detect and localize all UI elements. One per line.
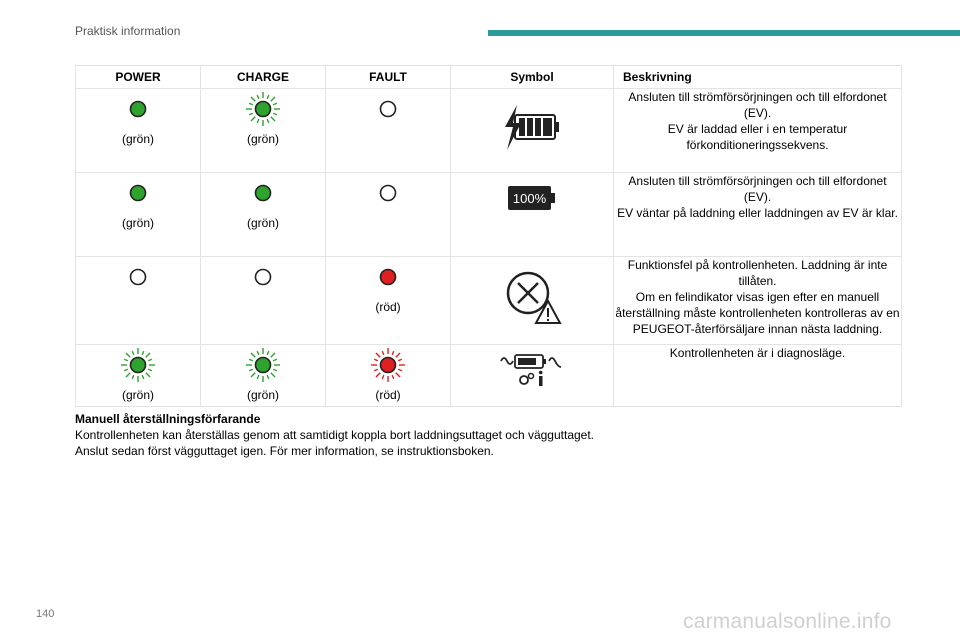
fault-cell [326,345,451,407]
led-on-icon [118,173,158,213]
plug-battery-charging-icon [502,103,562,153]
column-header-symbol: Symbol [451,66,614,89]
led-slot [201,257,325,297]
description-text: Kontrollenheten är i diagnosläge. [669,346,846,360]
table-row [76,173,902,257]
led-ray [146,353,150,357]
led-ray [382,375,384,379]
led-color-label: (grön) [121,216,154,230]
led-ray [148,369,152,371]
led-ray [126,373,130,377]
led-ray [257,351,259,355]
led-ray [249,359,253,361]
power-cell [76,345,201,407]
reset-procedure [75,411,594,459]
column-header-power: POWER [76,66,201,89]
charge-cell [201,345,326,407]
table-row [76,345,902,407]
led-slot [326,257,450,297]
column-header-fault: FAULT [326,66,451,89]
led-ray [271,97,275,101]
led-ray [376,353,380,357]
led-ray [251,373,255,377]
led-color-label: (grön) [246,132,279,146]
led-ray [273,359,277,361]
fault-cell [326,173,451,257]
page-number: 140 [36,608,55,620]
symbol-cell [451,345,614,407]
led-ray [249,103,253,105]
led-ray [267,119,269,123]
led-slot [201,89,325,129]
reset-procedure-line-1: Kontrollenheten kan återställas genom att samtidigt koppla bort laddningsuttaget och vägguttaget. [75,428,595,442]
description-cell [614,173,902,257]
symbol-cell [451,173,614,257]
led-color-label: (grön) [121,132,154,146]
led-blinking-icon [118,345,158,385]
led-on-icon [243,173,283,213]
led-ray [374,369,378,371]
led-ray [257,95,259,99]
led-ray [251,117,255,121]
led-slot [76,173,200,213]
led-ray [267,351,269,355]
led-ray [392,351,394,355]
led-ray [398,369,402,371]
symbol-cell [451,257,614,345]
diagnostic-mode-icon [497,353,567,389]
led-ray [273,369,277,371]
led-ray [124,359,128,361]
led-ray [251,353,255,357]
power-cell [76,173,201,257]
led-slot [201,345,325,385]
led-color-label: (grön) [121,388,154,402]
led-ray [273,103,277,105]
led-ray [148,359,152,361]
header-accent-bar [488,30,960,36]
led-on-icon [368,257,408,297]
charge-cell [201,173,326,257]
column-header-charge: CHARGE [201,66,326,89]
led-ray [142,351,144,355]
led-slot [76,89,200,129]
description-cell [614,257,902,345]
power-cell [76,89,201,173]
led-ray [249,113,253,115]
led-ray [142,375,144,379]
led-ray [376,373,380,377]
led-ray [124,369,128,371]
led-ray [267,375,269,379]
reset-procedure-title: Manuell återställningsförfarande [75,412,261,426]
led-slot [76,257,200,297]
led-ray [271,373,275,377]
led-off-icon [368,173,408,213]
table-header-row [76,66,902,89]
led-ray [273,113,277,115]
led-color-label: (röd) [375,388,401,402]
fault-warning-icon [502,267,562,327]
led-ray [398,359,402,361]
description-cell [614,89,902,173]
led-ray [126,353,130,357]
description-text: Ansluten till strömförsörjningen och till elfordonet (EV). EV väntar på laddning eller laddningen av EV är klar. [617,174,898,220]
led-ray [251,97,255,101]
led-off-icon [368,89,408,129]
led-slot [326,89,450,129]
led-ray [271,353,275,357]
description-text: Funktionsfel på kontrollenheten. Laddning är inte tillåten. Om en felindikator visas igen efter en manuell återställning måste kontrollenheten kontrolleras av en PEUGEOT-återförsäljare innan nästa laddning. [615,258,900,336]
led-ray [396,373,400,377]
led-off-icon [243,257,283,297]
led-slot [326,173,450,213]
led-ray [396,353,400,357]
fault-cell [326,257,451,345]
led-blinking-icon [368,345,408,385]
led-blinking-icon [243,345,283,385]
led-ray [257,375,259,379]
led-color-label: (röd) [375,300,401,314]
led-ray [271,117,275,121]
led-ray [257,119,259,123]
led-ray [132,351,134,355]
charge-cell [201,89,326,173]
led-ray [267,95,269,99]
led-ray [249,369,253,371]
led-ray [392,375,394,379]
indicator-table [75,65,902,407]
led-slot [76,345,200,385]
reset-procedure-line-2: Anslut sedan först vägguttaget igen. För mer information, se instruktionsboken. [75,444,494,458]
section-title: Praktisk information [75,24,181,38]
led-color-label: (grön) [246,388,279,402]
led-color-label: (grön) [246,216,279,230]
column-header-description: Beskrivning [614,66,902,89]
led-slot [201,173,325,213]
symbol-cell [451,89,614,173]
charge-cell [201,257,326,345]
fault-cell [326,89,451,173]
battery-percent-text: 100% [512,191,547,206]
battery-full-icon [507,185,557,211]
led-ray [382,351,384,355]
led-blinking-icon [243,89,283,129]
table-row [76,257,902,345]
description-cell [614,345,902,407]
led-on-icon [118,89,158,129]
table-row [76,89,902,173]
watermark: carmanualsonline.info [683,610,892,633]
description-text: Ansluten till strömförsörjningen och till elfordonet (EV). EV är laddad eller i en temperatur förkonditioneringssekvens. [628,90,887,152]
power-cell [76,257,201,345]
led-ray [374,359,378,361]
led-ray [132,375,134,379]
led-slot [326,345,450,385]
led-ray [146,373,150,377]
led-off-icon [118,257,158,297]
